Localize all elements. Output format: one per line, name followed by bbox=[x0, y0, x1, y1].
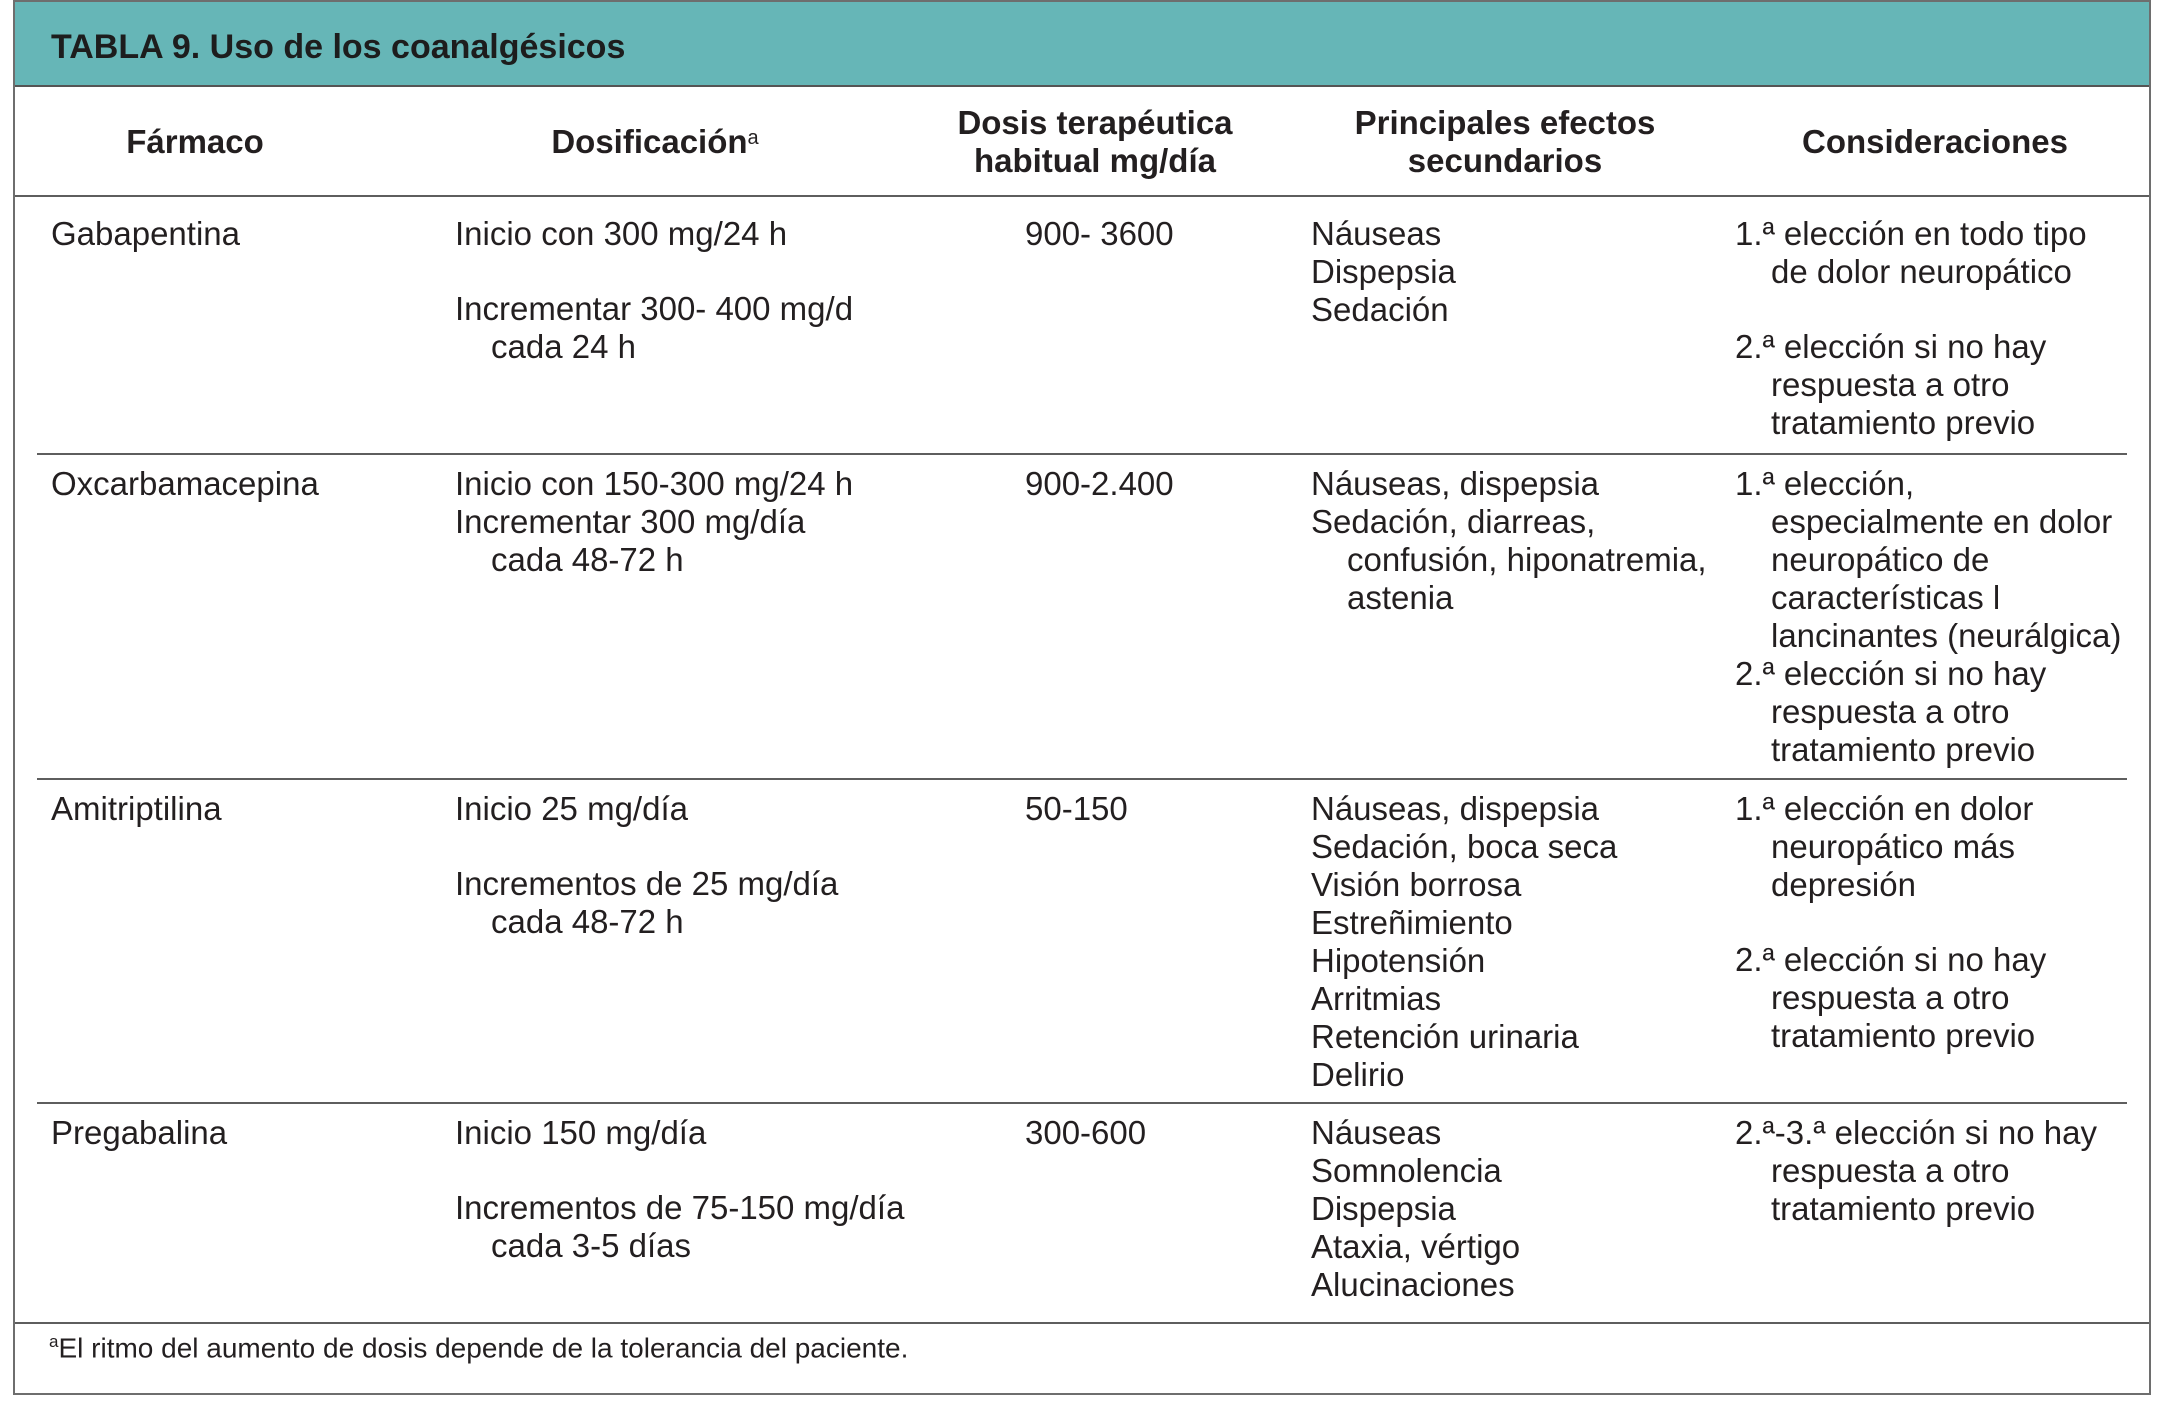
row-2-efecto: Sedación, diarreas, bbox=[1311, 503, 1596, 540]
row-3-consideracion: depresión bbox=[1771, 866, 1916, 903]
table-title-bar bbox=[15, 2, 2149, 87]
row-3-farmaco: Amitriptilina bbox=[51, 790, 222, 827]
row-4-consideraciones bbox=[1735, 1114, 2097, 1228]
row-2-consideracion: tratamiento previo bbox=[1771, 731, 2036, 768]
row-divider bbox=[37, 453, 2127, 455]
row-1-consideracion: respuesta a otro bbox=[1771, 366, 2010, 403]
row-1-consideracion: de dolor neuropático bbox=[1771, 253, 2072, 290]
row-1-efecto: Dispepsia bbox=[1311, 253, 1456, 290]
row-3-consideracion: 1.ª elección en dolor bbox=[1735, 790, 2034, 827]
header-consideraciones-text: Consideraciones bbox=[1802, 123, 2068, 160]
row-2-consideracion: lancinantes (neurálgica) bbox=[1771, 617, 2122, 654]
row-4-dosificacion bbox=[455, 1114, 904, 1265]
row-2-dosificacion-line: Inicio con 150-300 mg/24 h bbox=[455, 465, 854, 502]
header-dosificacion-text: Dosificación bbox=[551, 123, 748, 160]
header-efectos bbox=[1305, 87, 1705, 197]
row-4-dosis: 300-600 bbox=[1025, 1114, 1147, 1151]
row-3-consideracion: respuesta a otro bbox=[1771, 979, 2010, 1016]
row-4-efecto: Alucinaciones bbox=[1311, 1266, 1515, 1303]
header-dosis-line2: habitual mg/día bbox=[973, 142, 1216, 179]
row-3-efecto: Visión borrosa bbox=[1311, 866, 1522, 903]
row-2-consideracion: 1.ª elección, bbox=[1735, 465, 1915, 502]
footnote-divider bbox=[15, 1322, 2149, 1324]
footnote-sup: a bbox=[49, 1332, 59, 1351]
row-1-dosificacion bbox=[455, 215, 853, 366]
row-3-consideraciones bbox=[1735, 790, 2046, 1055]
row-4-efecto: Dispepsia bbox=[1311, 1190, 1456, 1227]
header-consideraciones bbox=[1735, 87, 2135, 197]
row-2-farmaco: Oxcarbamacepina bbox=[51, 465, 319, 502]
row-3-consideracion: 2.ª elección si no hay bbox=[1735, 941, 2047, 978]
row-4-dosificacion-line: cada 3-5 días bbox=[491, 1227, 691, 1264]
row-3-dosificacion-line: Inicio 25 mg/día bbox=[455, 790, 688, 827]
row-3-dosificacion-line: Incrementos de 25 mg/día bbox=[455, 865, 839, 902]
row-3-efecto: Náuseas, dispepsia bbox=[1311, 790, 1600, 827]
header-dosificacion bbox=[455, 87, 855, 197]
row-3-efecto: Retención urinaria bbox=[1311, 1018, 1579, 1055]
row-1-efectos bbox=[1311, 215, 1456, 329]
row-3-consideracion: neuropático más bbox=[1771, 828, 2015, 865]
table-frame bbox=[13, 0, 2151, 1395]
row-4-dosificacion-line: Incrementos de 75-150 mg/día bbox=[455, 1189, 905, 1226]
row-3-consideracion: tratamiento previo bbox=[1771, 1017, 2036, 1054]
footnote-text: El ritmo del aumento de dosis depende de la tolerancia del paciente. bbox=[58, 1332, 909, 1364]
row-3-efecto: Sedación, boca seca bbox=[1311, 828, 1618, 865]
row-4-consideracion: respuesta a otro bbox=[1771, 1152, 2010, 1189]
header-farmaco-text: Fármaco bbox=[126, 123, 264, 160]
row-4-efecto: Ataxia, vértigo bbox=[1311, 1228, 1521, 1265]
row-2-dosificacion-line: Incrementar 300 mg/día bbox=[455, 503, 806, 540]
row-divider bbox=[37, 1102, 2127, 1104]
header-dosificacion-sup: a bbox=[747, 127, 759, 149]
row-1-consideracion: tratamiento previo bbox=[1771, 404, 2036, 441]
row-2-consideracion: características l bbox=[1771, 579, 2001, 616]
row-4-dosificacion-line: Inicio 150 mg/día bbox=[455, 1114, 707, 1151]
row-2-efectos bbox=[1311, 465, 1707, 617]
row-2-dosis: 900-2.400 bbox=[1025, 465, 1174, 502]
row-3-efecto: Delirio bbox=[1311, 1056, 1405, 1093]
row-1-dosificacion-line: Inicio con 300 mg/24 h bbox=[455, 215, 788, 252]
row-3-dosificacion bbox=[455, 790, 838, 941]
row-2-efecto: astenia bbox=[1347, 579, 1454, 616]
header-divider bbox=[15, 195, 2149, 197]
row-3-efecto: Arritmias bbox=[1311, 980, 1442, 1017]
row-1-efecto: Náuseas bbox=[1311, 215, 1442, 252]
row-4-efecto: Náuseas bbox=[1311, 1114, 1442, 1151]
row-2-efecto: confusión, hiponatremia, bbox=[1347, 541, 1707, 578]
row-2-consideracion: 2.ª elección si no hay bbox=[1735, 655, 2047, 692]
row-1-farmaco: Gabapentina bbox=[51, 215, 240, 252]
row-1-consideraciones bbox=[1735, 215, 2087, 442]
table-title: TABLA 9. Uso de los coanalgésicos bbox=[51, 28, 626, 66]
row-2-consideracion: especialmente en dolor bbox=[1771, 503, 2113, 540]
row-2-consideraciones bbox=[1735, 465, 2121, 769]
row-2-consideracion: respuesta a otro bbox=[1771, 693, 2010, 730]
row-4-efecto: Somnolencia bbox=[1311, 1152, 1502, 1189]
row-3-efectos bbox=[1311, 790, 1617, 1094]
row-3-dosificacion-line: cada 48-72 h bbox=[491, 903, 684, 940]
row-1-dosis: 900- 3600 bbox=[1025, 215, 1174, 252]
header-efectos-line1: Principales efectos bbox=[1354, 104, 1656, 141]
row-1-dosificacion-line: Incrementar 300- 400 mg/d bbox=[455, 290, 854, 327]
row-1-consideracion: 2.ª elección si no hay bbox=[1735, 328, 2047, 365]
header-farmaco bbox=[45, 87, 345, 197]
header-dosis-line1: Dosis terapéutica bbox=[957, 104, 1233, 141]
row-3-efecto: Hipotensión bbox=[1311, 942, 1486, 979]
row-1-consideracion: 1.ª elección en todo tipo bbox=[1735, 215, 2087, 252]
row-1-dosificacion-line: cada 24 h bbox=[491, 328, 636, 365]
row-3-dosis: 50-150 bbox=[1025, 790, 1128, 827]
row-2-dosificacion bbox=[455, 465, 853, 579]
row-1-efecto: Sedación bbox=[1311, 291, 1449, 328]
header-efectos-line2: secundarios bbox=[1407, 142, 1603, 179]
row-3-efecto: Estreñimiento bbox=[1311, 904, 1513, 941]
header-dosis bbox=[915, 87, 1275, 197]
row-4-farmaco: Pregabalina bbox=[51, 1114, 228, 1151]
row-4-consideracion: tratamiento previo bbox=[1771, 1190, 2036, 1227]
row-2-dosificacion-line: cada 48-72 h bbox=[491, 541, 684, 578]
row-2-consideracion: neuropático de bbox=[1771, 541, 1990, 578]
footnote bbox=[49, 1332, 908, 1364]
row-4-efectos bbox=[1311, 1114, 1520, 1304]
row-4-consideracion: 2.ª-3.ª elección si no hay bbox=[1735, 1114, 2097, 1151]
row-divider bbox=[37, 778, 2127, 780]
row-2-efecto: Náuseas, dispepsia bbox=[1311, 465, 1600, 502]
